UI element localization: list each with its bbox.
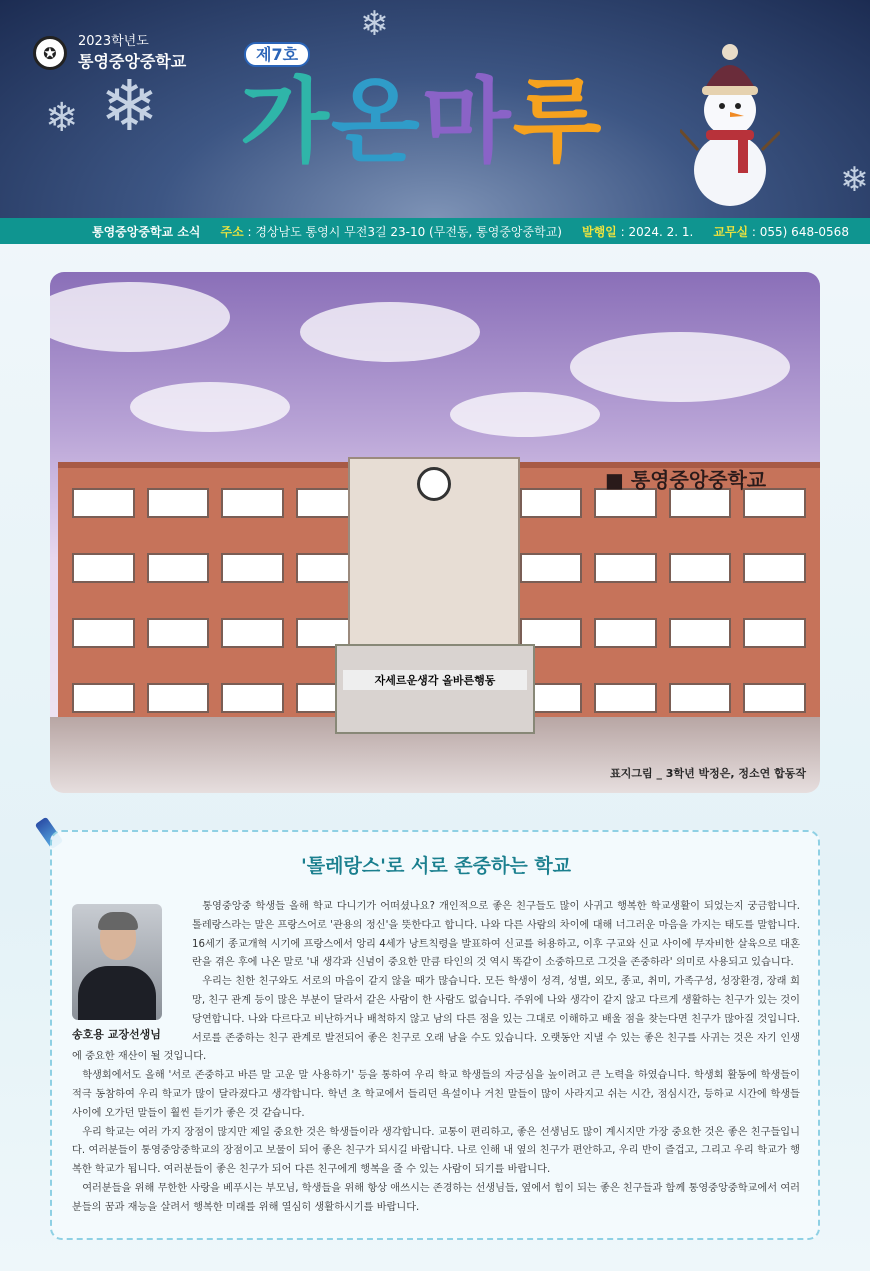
paragraph: 학생회에서도 올해 '서로 존중하고 바른 말 고운 말 사용하기' 등을 통하여 우리 학교 학생들의 자긍심을 높이려고 큰 노력을 하였습니다. 학생회 활동에 학생들이 적극 동참하여 우리 학교가 많이 달라졌다고 생각합니다. 학년 초 학교에서 들리던 욕설이나 거친 말들이 많이 사라지고 쉬는 시간, 점심시간, 등하교 시간에 학생들 사이에 오가던 말들이 훨씬 듣기가 좋은 것 같습니다.: [72, 1070, 800, 1119]
cover-caption: 표지그림 _ 3학년 박정은, 정소연 합동작: [610, 767, 806, 780]
entrance-sign: 자세르운생각 올바른행동: [343, 670, 527, 690]
address: [221, 223, 562, 240]
principal-message: [50, 830, 820, 1240]
office-value: : 055) 648-0568: [748, 224, 849, 239]
paragraph: 여러분들을 위해 무한한 사랑을 베푸시는 부모님, 학생들을 위해 항상 애쓰시는 존경하는 선생님들, 옆에서 힘이 되는 좋은 친구들과 함께 통영중앙중학교에서 여러분들의 꿈과 재능을 살려서 행복한 미래를 위해 열심히 생활하시기를 바랍니다.: [72, 1182, 800, 1213]
building-sign: ■ 통영중앙중학교: [605, 468, 767, 492]
address-value: : 경상남도 통영시 무전3길 23-10 (무전동, 통영중앙중학교): [243, 224, 562, 239]
school-year: 2023학년도: [78, 34, 149, 49]
section-label: 통영중앙중학교 소식: [92, 224, 201, 239]
article-body: [72, 898, 800, 1218]
address-label: 주소: [220, 224, 244, 239]
photo-caption: 송호용 교장선생님: [72, 1028, 161, 1041]
snowman-icon: [680, 40, 780, 210]
paragraph: 통영중앙중 학생들 올해 학교 다니기가 어떠셨나요? 개인적으로 좋은 친구들도 많이 사귀고 행복한 학교생활이 되었는지 궁금합니다. 톨레랑스라는 말은 프랑스어로 '관용의 정신'을 뜻한다고 합니다. 나와 다른 사람의 차이에 대해 너그러운 마음을 가지는 태도를 말합니다. 16세기 종교개혁 시기에 프랑스에서 앙리 4세가 낭트칙령을 발표하여 신교를 허용하고, 이후 구교와 신교 사이에 무자비한 살육으로 대혼란을 겪은 후에 나온 말로 '내 생각과 신념이 중요한 만큼 타인의 것 역시 똑같이 소중하므로 그것을 존중하라' 의미로 사용되고 있습니다.: [192, 901, 800, 969]
office-phone: [713, 223, 849, 240]
snowflake-icon: ❄: [360, 4, 389, 44]
photo-block: [72, 904, 184, 1042]
principal-photo: [72, 904, 162, 1020]
title-char: 루: [512, 68, 604, 175]
school-emblem-icon: ✪: [33, 36, 67, 70]
newsletter-title: [240, 68, 604, 175]
info-band: [0, 218, 870, 244]
title-char: 가: [240, 68, 331, 175]
date-label: 발행일: [581, 224, 617, 239]
snowflake-icon: ❄: [100, 65, 159, 147]
office-label: 교무실: [713, 224, 749, 239]
snowflake-icon: ❄: [45, 95, 79, 141]
publish-date: [582, 223, 693, 240]
cover-illustration: [50, 272, 820, 793]
title-char: 온: [330, 68, 422, 175]
paragraph: 우리는 친한 친구와도 서로의 마음이 같지 않을 때가 많습니다. 모든 학생이 성격, 성별, 외모, 종교, 취미, 가족구성, 성장환경, 장래 희망, 친구 관계 등이 많은 부분이 달라서 같은 사람이 한 사람도 없습니다. 주위에 나와 생각이 같지 않고 다르게 생활하는 친구가 있는 것이 당연합니다. 나와 다르다고 비난하거나 배척하지 않고 남의 다른 점을 있는 그대로 이해하고 배울 점을 찾는다면 친구가 많아질 것입니다. 서로를 존중하는 친구 관계로 발전되어 좋은 친구로 오래 남을 수도 있습니다. 오랫동안 지낼 수 있는 좋은 친구를 사귀는 것은 자기 인생에 중요한 재산이 될 것입니다.: [72, 976, 800, 1063]
issue-number: 제7호: [244, 42, 310, 67]
masthead: [0, 0, 870, 218]
date-value: : 2024. 2. 1.: [616, 224, 694, 239]
title-char: 마: [421, 68, 513, 175]
article-title: '톨레랑스'로 서로 존중하는 학교: [300, 855, 572, 877]
school-name: 통영중앙중학교: [78, 52, 187, 71]
paragraph: 우리 학교는 여러 가지 장점이 많지만 제일 중요한 것은 학생들이라 생각합니다. 교통이 편리하고, 좋은 선생님도 많이 계시지만 가장 중요한 것은 좋은 친구들입니다. 여러분들이 통영중앙중학교의 장점이고 보물이 되어 좋은 친구가 되시길 바랍니다. 나로 인해 내 옆의 친구가 편안하고, 우리 반이 즐겁고, 그리고 우리 학교가 행복한 학교가 됩니다. 여러분들이 좋은 친구가 되어 다른 친구에게 행복을 줄 수 있는 사람이 되기를 바랍니다.: [72, 1126, 800, 1176]
entrance: [335, 644, 535, 734]
snowflake-icon: ❄: [840, 160, 869, 200]
